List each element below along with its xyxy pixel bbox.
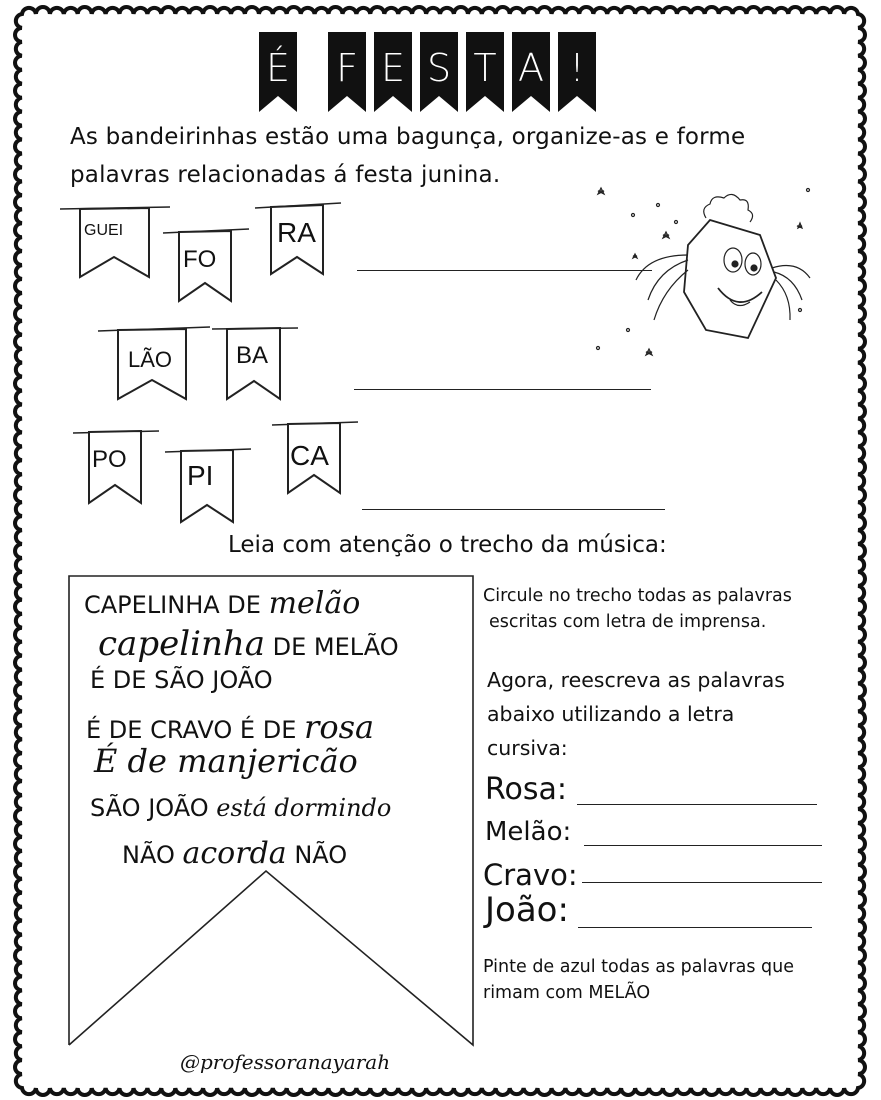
title-letter: E	[380, 46, 405, 90]
syllable-flag	[98, 325, 188, 415]
syllable-flag	[272, 420, 362, 510]
print-word: SÃO JOÃO	[90, 794, 209, 822]
syllable-flag	[73, 428, 163, 518]
instruction-line-1: As bandeirinhas estão uma bagunça, organize-as e forme	[70, 124, 746, 150]
syllable-flag	[255, 202, 345, 292]
rewrite-instruction-line-1: Agora, reescreva as palavras	[487, 668, 785, 692]
syllable-flag	[165, 448, 255, 538]
print-word: É DE SÃO JOÃO	[90, 666, 273, 694]
fill-line-rosa[interactable]	[577, 804, 817, 805]
print-word: NÃO	[122, 841, 175, 869]
answer-line[interactable]	[354, 389, 651, 390]
print-word: CAPELINHA DE	[84, 591, 261, 619]
song-line	[98, 624, 399, 664]
fill-line-joao[interactable]	[578, 927, 812, 928]
fill-label-rosa: Rosa:	[485, 772, 567, 807]
rewrite-instruction-line-3: cursiva:	[487, 736, 568, 760]
fill-label-melao: Melão:	[485, 817, 572, 847]
circle-instruction-line-2: escritas com letra de imprensa.	[489, 612, 767, 632]
title-flag	[374, 32, 412, 112]
syllable-text: PO	[92, 446, 127, 473]
title-flag	[466, 32, 504, 112]
title-flag	[420, 32, 458, 112]
title-letter: T	[473, 46, 497, 90]
title-flag	[512, 32, 550, 112]
title-letter: É	[265, 46, 290, 90]
syllable-flag	[60, 202, 150, 292]
print-word: DE MELÃO	[272, 633, 399, 661]
title-letter: A	[518, 46, 544, 90]
instruction-line-2: palavras relacionadas á festa junina.	[70, 162, 501, 188]
fill-line-melao[interactable]	[584, 845, 822, 846]
print-word: É DE CRAVO É DE	[86, 716, 297, 744]
rewrite-instruction-line-2: abaixo utilizando a letra	[487, 702, 735, 726]
paint-instruction-line-2: rimam com MELÃO	[483, 983, 651, 1003]
syllable-flag	[163, 226, 253, 316]
cursive-word: rosa	[304, 708, 375, 746]
syllable-text: PI	[187, 460, 214, 491]
answer-line[interactable]	[362, 509, 665, 510]
fill-label-joao: João:	[485, 890, 569, 930]
print-word: NÃO	[294, 841, 348, 869]
song-line	[86, 708, 374, 746]
song-line	[94, 742, 358, 780]
title-flag	[558, 32, 596, 112]
cursive-word: melão	[268, 586, 361, 621]
syllable-flag	[212, 326, 302, 416]
syllable-text: GUEI	[84, 222, 124, 239]
syllable-text: RA	[277, 217, 316, 248]
paint-instruction-line-1: Pinte de azul todas as palavras que	[483, 957, 795, 977]
syllable-text: CA	[290, 440, 329, 471]
fill-line-cravo[interactable]	[582, 882, 822, 883]
fill-label-cravo: Cravo:	[483, 858, 578, 892]
syllable-text: BA	[236, 342, 269, 369]
song-line	[90, 666, 273, 694]
title-letter: !	[569, 46, 585, 90]
credit-handle: @professoranayarah	[180, 1050, 391, 1074]
cursive-word: acorda	[182, 836, 287, 871]
title-letter: F	[336, 46, 358, 90]
song-line	[90, 794, 391, 822]
cursive-word: É de manjericão	[94, 742, 358, 780]
balloon-mascot-illustration	[588, 180, 828, 370]
syllable-text: FO	[183, 246, 217, 273]
title-letter: S	[426, 46, 452, 90]
cursive-word: está dormindo	[216, 794, 392, 822]
cursive-word: capelinha	[98, 624, 266, 664]
song-section-title: Leia com atenção o trecho da música:	[228, 532, 667, 558]
circle-instruction-line-1: Circule no trecho todas as palavras	[483, 586, 792, 606]
song-line	[122, 836, 347, 871]
syllable-text: LÃO	[128, 347, 173, 372]
title-flag	[328, 32, 366, 112]
title-flag	[259, 32, 297, 112]
song-line	[84, 586, 360, 621]
